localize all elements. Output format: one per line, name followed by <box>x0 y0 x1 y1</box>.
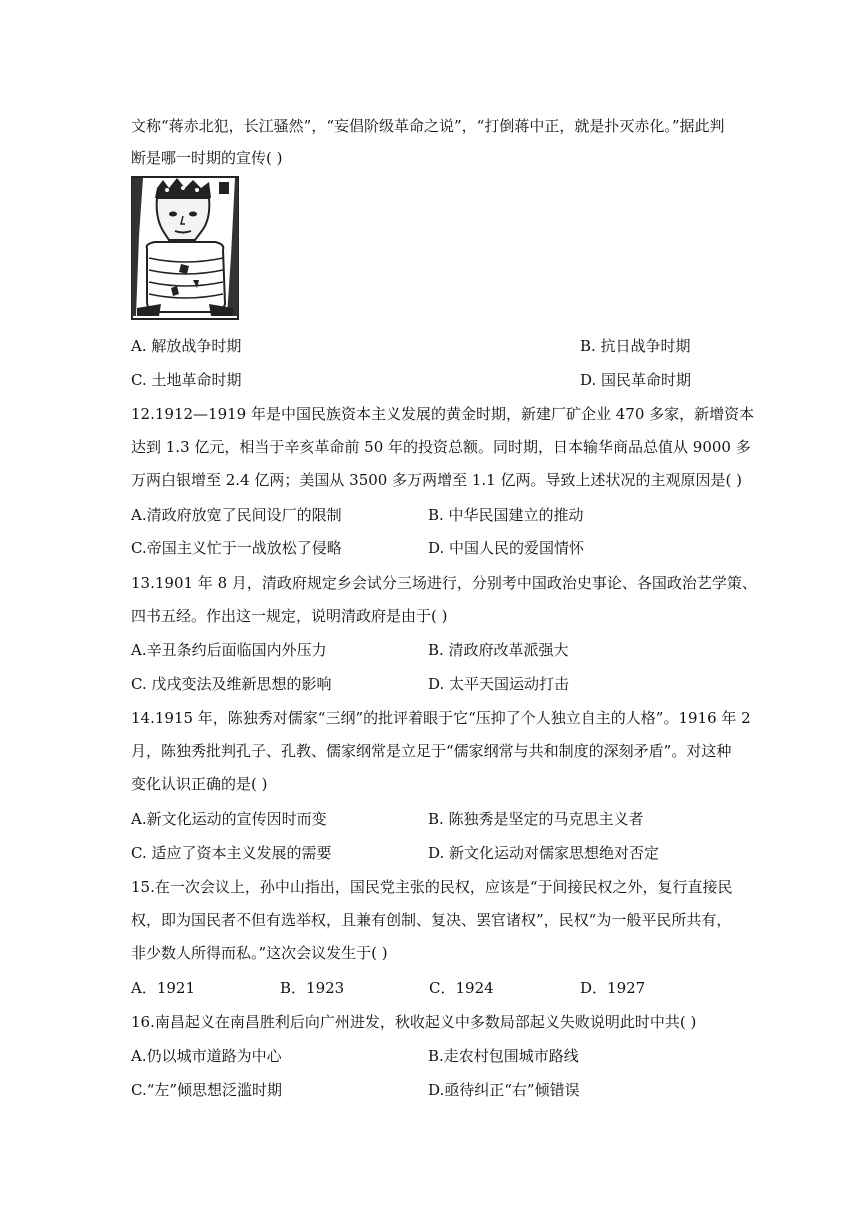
q14-option-a[interactable]: A.新文化运动的宣传因时而变 <box>131 810 327 828</box>
q14-option-b[interactable]: B. 陈独秀是坚定的马克思主义者 <box>428 810 644 828</box>
q11-option-c[interactable]: C. 土地革命时期 <box>131 371 242 389</box>
q16-option-b[interactable]: B.走农村包围城市路线 <box>428 1047 579 1065</box>
q13-option-b[interactable]: B. 清政府改革派强大 <box>428 641 569 659</box>
q11-option-a[interactable]: A. 解放战争时期 <box>131 337 242 355</box>
q12-option-c[interactable]: C.帝国主义忙于一战放松了侵略 <box>131 539 342 557</box>
q14-option-c[interactable]: C. 适应了资本主义发展的需要 <box>131 844 332 862</box>
q15-option-b[interactable]: B．1923 <box>280 979 345 997</box>
q15-option-c[interactable]: C．1924 <box>429 979 494 997</box>
q16-option-c[interactable]: C.“左”倾思想泛滥时期 <box>131 1081 283 1099</box>
q14-stem-line3: 变化认识正确的是( ) <box>131 775 268 793</box>
q11-option-d[interactable]: D. 国民革命时期 <box>580 371 692 389</box>
q13-option-d[interactable]: D. 太平天国运动打击 <box>428 675 570 693</box>
propaganda-cartoon-image <box>131 176 239 320</box>
q13-option-a[interactable]: A.辛丑条约后面临国内外压力 <box>131 641 327 659</box>
q14-stem-line1: 14.1915 年，陈独秀对儒家“三纲”的批评着眼于它“压抑了个人独立自主的人格”。1916 年 2 <box>131 709 751 727</box>
q14-stem-line2: 月，陈独秀批判孔子、孔教、儒家纲常是立足于“儒家纲常与共和制度的深刻矛盾”。对这种 <box>131 742 732 760</box>
q15-option-a[interactable]: A．1921 <box>131 979 196 997</box>
q13-stem-line1: 13.1901 年 8 月，清政府规定乡会试分三场进行，分别考中国政治史事论、各国政治艺学策、 <box>131 574 757 592</box>
q11-stem-line1: 文称“蒋赤北犯，长江骚然”，“妄倡阶级革命之说”，“打倒蒋中正，就是扑灭赤化。”据此判 <box>131 117 725 135</box>
q13-option-c[interactable]: C. 戊戌变法及维新思想的影响 <box>131 675 332 693</box>
q12-stem-line2: 达到 1.3 亿元，相当于辛亥革命前 50 年的投资总额。同时期，日本输华商品总值从 9000 多 <box>131 438 751 456</box>
q12-option-b[interactable]: B. 中华民国建立的推动 <box>428 506 584 524</box>
q12-option-a[interactable]: A.清政府放宽了民间设厂的限制 <box>131 506 342 524</box>
q16-option-d[interactable]: D.亟待纠正“右”倾错误 <box>428 1081 580 1099</box>
q12-option-d[interactable]: D. 中国人民的爱国情怀 <box>428 539 585 557</box>
q15-stem-line3: 非少数人所得而私。”这次会议发生于( ) <box>131 944 388 962</box>
q12-stem-line1: 12.1912—1919 年是中国民族资本主义发展的黄金时期，新建厂矿企业 470 多家，新增资本 <box>131 405 755 423</box>
q16-stem-line1: 16.南昌起义在南昌胜利后向广州进发，秋收起义中多数局部起义失败说明此时中共( ) <box>131 1013 697 1031</box>
q15-stem-line2: 权，即为国民者不但有选举权，且兼有创制、复决、罢官诸权”，民权“为一般平民所共有， <box>131 911 732 929</box>
q11-option-b[interactable]: B. 抗日战争时期 <box>580 337 691 355</box>
q15-stem-line1: 15.在一次会议上，孙中山指出，国民党主张的民权，应该是“于间接民权之外，复行直接民 <box>131 878 733 896</box>
q14-option-d[interactable]: D. 新文化运动对儒家思想绝对否定 <box>428 844 660 862</box>
q12-stem-line3: 万两白银增至 2.4 亿两；美国从 3500 多万两增至 1.1 亿两。导致上述状况的主观原因是( ) <box>131 471 742 489</box>
q16-option-a[interactable]: A.仍以城市道路为中心 <box>131 1047 282 1065</box>
q11-stem-line2: 断是哪一时期的宣传( ) <box>131 149 283 167</box>
q13-stem-line2: 四书五经。作出这一规定，说明清政府是由于( ) <box>131 607 448 625</box>
q15-option-d[interactable]: D．1927 <box>580 979 646 997</box>
